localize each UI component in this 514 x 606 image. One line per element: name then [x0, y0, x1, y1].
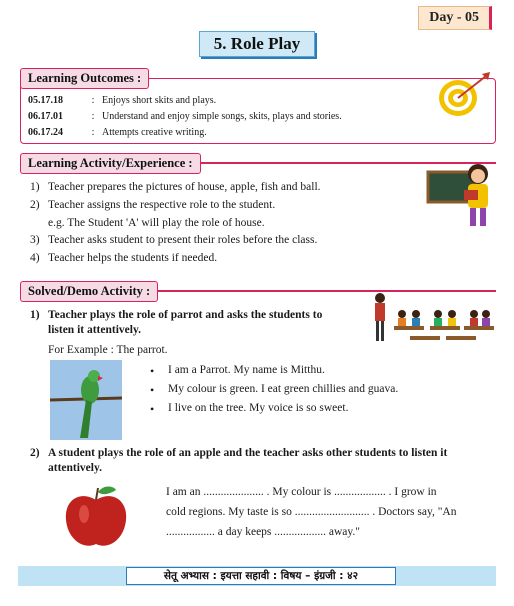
footer-bar: [18, 566, 496, 586]
bullet-dot-icon: •: [150, 364, 155, 378]
outcome-text: Enjoys short skits and plays.: [102, 95, 217, 106]
bullet-text: I live on the tree. My voice is so sweet.: [168, 402, 349, 414]
question-number: 2): [30, 447, 40, 459]
bullet-item: [150, 383, 398, 398]
bullet-text: My colour is green. I eat green chillies and guava.: [168, 383, 399, 395]
activity-number: [30, 217, 48, 229]
activity-number: 4): [30, 252, 40, 264]
outcome-row: [28, 127, 207, 138]
bullet-item: [150, 402, 348, 417]
activity-number: 3): [30, 234, 40, 246]
fill-in-paragraph: [166, 482, 496, 542]
page-title: 5. Role Play: [199, 31, 315, 57]
solved-activity-heading: Solved/Demo Activity :: [20, 281, 158, 302]
example-text: For Example : The parrot.: [48, 344, 168, 356]
outcome-code: 05.17.18: [28, 95, 63, 106]
activity-text: Teacher helps the students if needed.: [48, 252, 218, 264]
target-icon: [436, 70, 492, 120]
outcome-separator: :: [91, 95, 95, 106]
activity-text: Teacher asks student to present their roles before the class.: [48, 234, 318, 246]
activity-item: [30, 234, 317, 246]
parrot-image: [50, 360, 122, 440]
solved-question-1: [30, 308, 370, 338]
bullet-text: I am a Parrot. My name is Mitthu.: [168, 364, 325, 376]
activity-text: Teacher assigns the respective role to the student.: [48, 199, 276, 211]
question-text: listen it attentively.: [48, 324, 141, 336]
outcome-row: [28, 111, 342, 122]
activity-item: [30, 252, 217, 264]
learning-activity-heading: Learning Activity/Experience :: [20, 153, 201, 174]
activity-text: e.g. The Student 'A' will play the role of house.: [48, 217, 265, 229]
activity-item: [30, 199, 275, 211]
activity-number: 2): [30, 199, 40, 211]
fill-line: cold regions. My taste is so .......................... . Doctors say, "An: [166, 506, 457, 518]
question-text: attentively.: [48, 462, 102, 474]
teacher-blackboard-illustration: [426, 160, 498, 232]
bullet-dot-icon: •: [150, 383, 155, 397]
bullet-item: [150, 364, 325, 379]
outcome-text: Attempts creative writing.: [102, 127, 207, 138]
activity-text: Teacher prepares the pictures of house, apple, fish and ball.: [48, 181, 321, 193]
activity-number: 1): [30, 181, 40, 193]
outcome-separator: :: [91, 127, 95, 138]
question-number: 1): [30, 309, 40, 321]
activity-item: [30, 217, 265, 229]
solved-question-2: [30, 446, 496, 476]
outcome-separator: :: [91, 111, 95, 122]
activity-item: [30, 181, 321, 193]
outcome-row: [28, 95, 216, 106]
apple-image: [60, 484, 132, 550]
fill-line: I am an ..................... . My colour is .................. . I grow in: [166, 486, 437, 498]
bullet-dot-icon: •: [150, 402, 155, 416]
outcome-code: 06.17.01: [28, 111, 63, 122]
classroom-illustration: [370, 290, 496, 348]
learning-outcomes-heading: Learning Outcomes :: [20, 68, 149, 89]
question-text: Teacher plays the role of parrot and asks the students to: [48, 309, 323, 321]
fill-line: ................. a day keeps .................. away.": [166, 526, 360, 538]
day-badge: Day - 05: [418, 6, 492, 30]
footer-text: सेतू अभ्यास : इयत्ता सहावी : विषय – इंग्रजी : ४२: [126, 567, 396, 585]
outcome-code: 06.17.24: [28, 127, 63, 138]
outcome-text: Understand and enjoy simple songs, skits, plays and stories.: [102, 111, 342, 122]
question-text: A student plays the role of an apple and the teacher asks other students to listen it: [48, 447, 448, 459]
